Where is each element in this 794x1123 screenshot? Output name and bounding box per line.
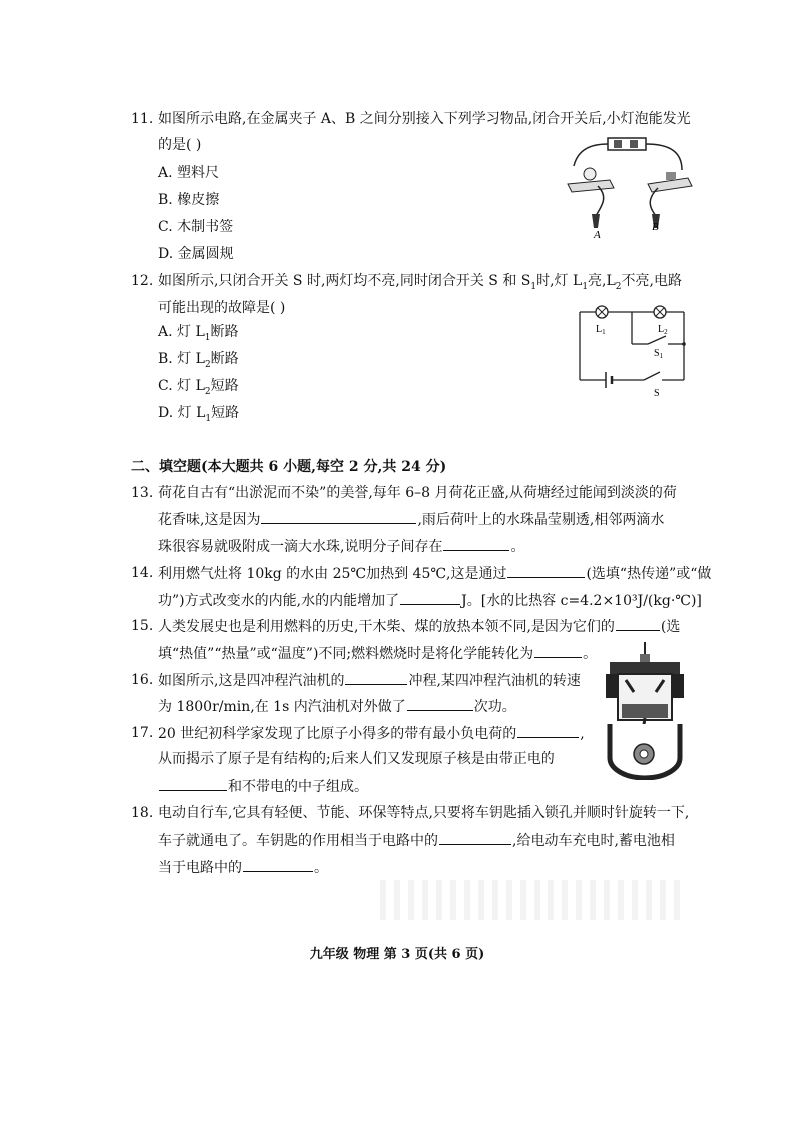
q18-line3 [158, 858, 328, 877]
q15-number: 15. [131, 618, 154, 634]
q11-circuit-figure [560, 128, 700, 238]
q14-line1-a: 利用燃气灶将 10kg 的水由 25℃加热到 45℃,这是通过 [158, 566, 507, 582]
q18-blank-2[interactable] [243, 858, 313, 872]
q18-line3-a: 当于电路中的 [158, 860, 242, 876]
q13-number: 13. [131, 485, 154, 501]
q13-blank-2[interactable] [443, 537, 509, 551]
q12-option-d [158, 404, 239, 428]
q15-line1 [158, 617, 680, 636]
q12-stem-part4: 不亮,电路 [621, 273, 682, 289]
q12-sub-l2: 2 [615, 281, 622, 292]
q11-fig-label-a: A [594, 229, 601, 238]
q12-option-c [158, 377, 239, 401]
q16-line2-a: 为 1800r/min,在 1s 内汽油机对外做了 [158, 699, 406, 715]
q17-line2: 从而揭示了原子是有结构的;后来人们又发现原子核是由带正电的 [158, 751, 555, 767]
q12-option-a-text: A. 灯 L [158, 324, 205, 340]
q12-fig-s1-letter: S [654, 348, 660, 359]
q17-blank-1[interactable] [517, 724, 579, 738]
q12-option-b-sub: 2 [204, 359, 211, 370]
q16-engine-figure [604, 640, 686, 780]
q14-line2 [158, 591, 702, 610]
q12-option-c-sub: 2 [204, 386, 211, 397]
q12-option-a-sub: 1 [204, 332, 211, 343]
q14-blank-1[interactable] [507, 564, 585, 578]
q12-fig-s-label: S [654, 388, 660, 398]
q17-blank-2[interactable] [159, 777, 227, 791]
q12-fig-s1-label [654, 348, 664, 360]
q12-option-a-post: 断路 [210, 324, 239, 340]
q13-line2-a: 花香味,这是因为 [158, 512, 261, 528]
q11-number: 11. [131, 111, 154, 127]
q12-fig-l2-sub: 2 [664, 328, 668, 336]
q14-blank-2[interactable] [400, 591, 460, 605]
q17-line3 [158, 777, 368, 796]
q12-number: 12. [131, 273, 154, 289]
q18-number: 18. [131, 805, 154, 821]
q12-stem-part1: 如图所示,只闭合开关 S 时,两灯均不亮,同时闭合开关 S 和 S [158, 273, 531, 289]
q12-stem-line2: 可能出现的故障是( ) [158, 300, 286, 316]
q12-fig-l2-label [658, 324, 668, 336]
q18-blank-1[interactable] [439, 831, 511, 845]
q18-line2-a: 车子就通电了。车钥匙的作用相当于电路中的 [158, 833, 438, 849]
q11-fig-label-b: B [652, 221, 659, 233]
q16-line1 [158, 671, 581, 690]
q18-line2 [158, 831, 675, 850]
q12-option-d-post: 短路 [211, 405, 240, 421]
q13-line3-a: 珠很容易就吸附成一滴大水珠,说明分子间存在 [158, 539, 443, 555]
q11-stem-line2: 的是( ) [158, 137, 202, 153]
q12-sub-s1: 1 [530, 281, 537, 292]
q11-option-a: A. 塑料尺 [158, 165, 220, 181]
q14-line1-b: (选填“热传递”或“做 [586, 566, 712, 582]
q15-line1-b: (选 [660, 619, 681, 635]
q12-fig-l1-sub: 1 [602, 328, 606, 336]
q18-line2-b: ,给电动车充电时,蓄电池相 [512, 833, 675, 849]
q13-line2 [158, 510, 664, 529]
q12-fig-l1-label [596, 324, 606, 336]
q17-line1 [158, 724, 585, 743]
q12-stem-part2: 时,灯 L [536, 273, 583, 289]
q15-line2-b: 。 [583, 646, 598, 662]
q12-option-b [158, 350, 239, 374]
q12-fig-l1-letter: L [596, 324, 603, 335]
q11-stem-line1: 如图所示电路,在金属夹子 A、B 之间分别接入下列学习物品,闭合开关后,小灯泡能发光 [158, 111, 691, 127]
q16-line2-b: 次功。 [473, 699, 516, 715]
q17-line1-a: 20 世纪初科学家发现了比原子小得多的带有最小负电荷的 [158, 726, 517, 742]
q17-line3-b: 和不带电的中子组成。 [228, 779, 368, 795]
q15-blank-1[interactable] [616, 617, 660, 631]
q12-option-c-text: C. 灯 L [158, 378, 205, 394]
q12-option-d-sub: 1 [205, 413, 212, 424]
q13-line1: 荷花自古有“出淤泥而不染”的美誉,每年 6–8 月荷花正盛,从荷塘经过能闻到淡淡的荷 [158, 485, 677, 501]
q12-fig-l2-letter: L [658, 324, 665, 335]
section2-title: 二、填空题(本大题共 6 小题,每空 2 分,共 24 分) [131, 459, 447, 475]
q12-sub-l1: 1 [582, 281, 589, 292]
q18-line3-b: 。 [314, 860, 328, 876]
q13-line2-b: ,雨后荷叶上的水珠晶莹剔透,相邻两滴水 [417, 512, 665, 528]
q12-option-a [158, 323, 239, 347]
q12-fig-s1-sub: 1 [659, 352, 664, 360]
q13-line3-b: 。 [510, 539, 525, 555]
q15-blank-2[interactable] [534, 644, 582, 658]
q11-option-b: B. 橡皮擦 [158, 192, 220, 208]
q13-line3 [158, 537, 524, 556]
q12-stem-line1 [158, 272, 682, 296]
q14-line2-a: 功”)方式改变水的内能,水的内能增加了 [158, 593, 400, 609]
q12-circuit-figure [574, 302, 694, 398]
q16-line2 [158, 697, 516, 716]
q15-line1-a: 人类发展史也是利用燃料的历史,干木柴、煤的放热本领不同,是因为它们的 [158, 619, 615, 635]
q12-option-d-text: D. 灯 L [158, 405, 206, 421]
q12-option-c-post: 短路 [210, 378, 239, 394]
q12-option-b-text: B. 灯 L [158, 351, 205, 367]
q17-line1-b: , [580, 726, 585, 742]
q16-number: 16. [131, 672, 154, 688]
q11-option-c: C. 木制书签 [158, 219, 234, 235]
q11-option-d: D. 金属圆规 [158, 246, 234, 262]
q17-number: 17. [131, 725, 154, 741]
q12-option-b-post: 断路 [210, 351, 239, 367]
q16-blank-1[interactable] [345, 671, 407, 685]
q15-line2-a: 填“热值”“热量”或“温度”)不同;燃料燃烧时是将化学能转化为 [158, 646, 534, 662]
scan-noise [380, 880, 680, 920]
q18-line1: 电动自行车,它具有轻便、节能、环保等特点,只要将车钥匙插入锁孔并顺时针旋转一下, [158, 805, 690, 821]
q14-line2-b: J。[水的比热容 c=4.2×10³J/(kg·℃)] [461, 593, 702, 609]
q16-blank-2[interactable] [407, 697, 473, 711]
q12-stem-part3: 亮,L [588, 273, 616, 289]
q16-line1-a: 如图所示,这是四冲程汽油机的 [158, 673, 345, 689]
q14-number: 14. [131, 565, 154, 581]
q14-line1 [158, 564, 711, 583]
q13-blank-1[interactable] [261, 510, 416, 524]
page-footer: 九年级 物理 第 3 页(共 6 页) [309, 947, 485, 962]
q15-line2 [158, 644, 597, 663]
q16-line1-b: 冲程,某四冲程汽油机的转速 [408, 673, 581, 689]
